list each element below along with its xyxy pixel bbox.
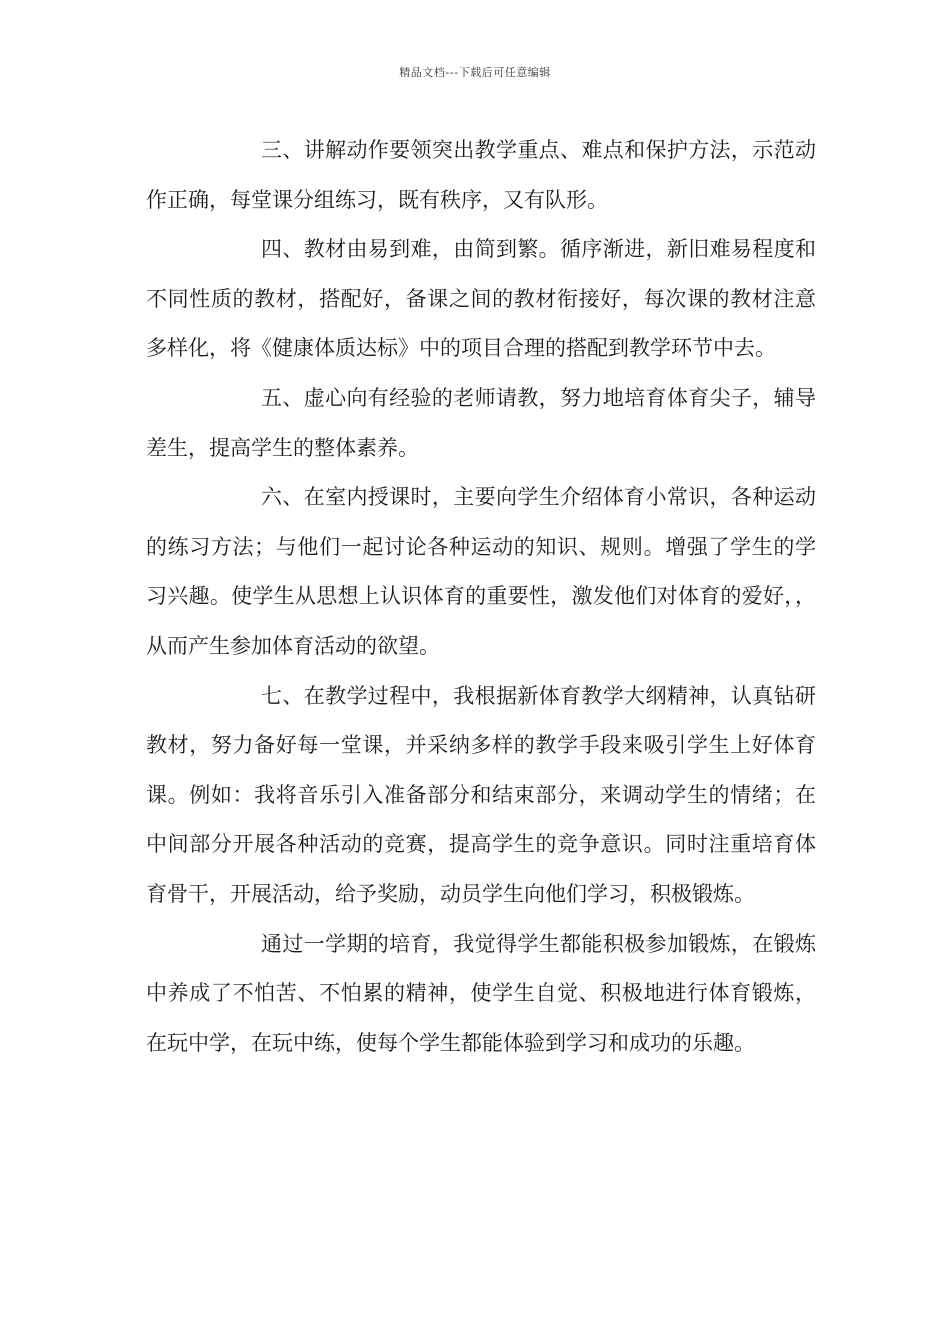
- document-body: [146, 126, 816, 1068]
- paragraph-item-five: 五、虚心向有经验的老师请教，努力地培育体育尖子，辅导差生，提高学生的整体素养。: [146, 385, 816, 460]
- paragraph-item-six: 六、在室内授课时，主要向学生介绍体育小常识，各种运动的练习方法；与他们一起讨论各种运动的知识、规则。增强了学生的学习兴趣。使学生从思想上认识体育的重要性，激发他们对体育的爱好，，从而产生参加体育活动的欲望。: [146, 485, 816, 658]
- paragraph-item-seven: 七、在教学过程中，我根据新体育教学大纲精神，认真钻研教材，努力备好每一堂课，并采纳多样的教学手段来吸引学生上好体育课。例如：我将音乐引入准备部分和结束部分，来调动学生的情绪；在中间部分开展各种活动的竞赛，提高学生的竞争意识。同时注重培育体育骨干，开展活动，给予奖励，动员学生向他们学习，积极锻炼。: [146, 683, 816, 906]
- paragraph-item-three: 三、讲解动作要领突出教学重点、难点和保护方法，示范动作正确，每堂课分组练习，既有秩序，又有队形。: [146, 138, 816, 212]
- paragraph-item-four: 四、教材由易到难，由简到繁。循序渐进，新旧难易程度和不同性质的教材，搭配好，备课之间的教材衔接好，每次课的教材注意多样化，将《健康体质达标》中的项目合理的搭配到教学环节中去。: [146, 237, 816, 361]
- page-header: 精品文档---下载后可任意编辑: [399, 66, 551, 79]
- paragraph-conclusion: 通过一学期的培育，我觉得学生都能积极参加锻炼，在锻炼中养成了不怕苦、不怕累的精神，使学生自觉、积极地进行体育锻炼，在玩中学，在玩中练，使每个学生都能体验到学习和成功的乐趣。: [146, 931, 816, 1055]
